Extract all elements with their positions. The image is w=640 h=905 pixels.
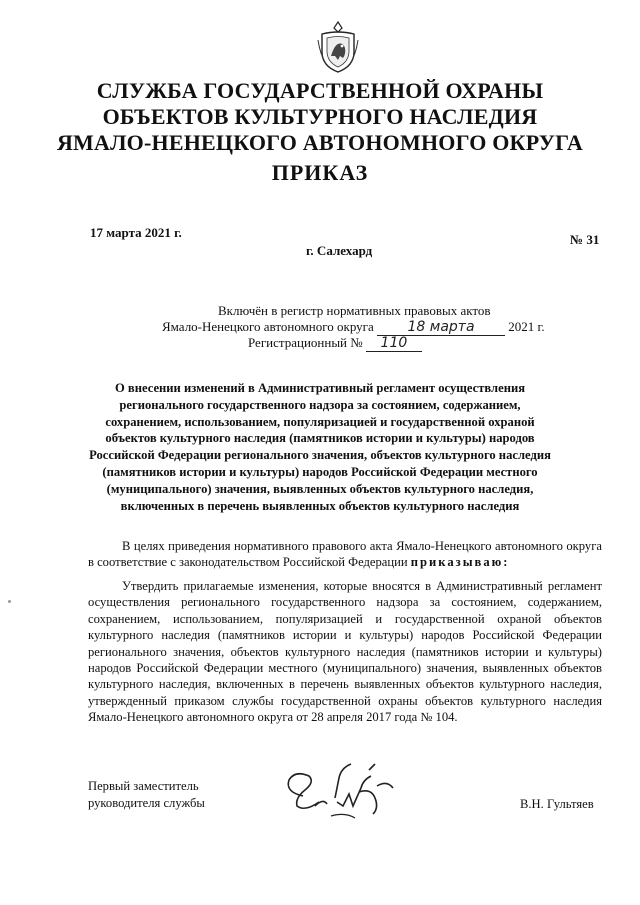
order-directive: приказываю: [410,555,510,570]
signatory-title-line-2: руководителя службы [88,796,205,810]
organization-line-1: СЛУЖБА ГОСУДАРСТВЕННОЙ ОХРАНЫ [96,78,544,103]
scan-speck [8,600,11,603]
order-number: № 31 [570,232,600,247]
body-paragraph-1 [88,538,602,571]
signatory-name: В.Н. Гультяев [520,797,594,811]
body-paragraph-2: Утвердить прилагаемые изменения, которые вносятся в Административный регламент осуществления регионального государственного надзора за состоянием, содержанием, сохранением, использованием, популяризацией и государственной охраной объектов культурного наследия (памятников истории и культуры) народов Российской Федерации регионального значения, объектов культурного наследия (памятников истории и культуры) народов Российской Федерации местного (муниципального) значения, выявленных объектов культурного наследия, включенных в перечень выявленных объектов культурного наследия, утвержденный приказом службы государственной охраны объектов культурного наследия Ямало-Ненецкого автономного округа от 28 апреля 2017 года № 104. [88,579,602,725]
registration-line-1: Включён в регистр нормативных правовых актов [218,303,491,318]
order-subject: О внесении изменений в Административный регламент осуществления регионального государственного надзора за состоянием, содержанием, сохранением, использованием, популяризацией и государственной охраной объектов культурного наследия (памятников истории и культуры) народов Российской Федерации регионального значения, объектов культурного наследия (памятников истории и культуры) народов Российской Федерации местного (муниципального) значения, выявленных объектов культурного наследия, включенных в перечень выявленных объектов культурного наследия [89,381,551,513]
body-paragraph-1-text: В целях приведения нормативного правового акта Ямало-Ненецкого автономного округа в соответствие с законодательством Российской Федерации [88,539,602,570]
registration-number-label: Регистрационный № [248,335,363,350]
registration-line-2-prefix: Ямало-Ненецкого автономного округа [162,319,374,334]
order-date: 17 марта 2021 г. [90,225,182,240]
signatory-title [88,778,205,812]
registration-line-2 [162,319,545,336]
handwritten-registration-number: 110 [366,335,422,352]
document-type-title: ПРИКАЗ [271,160,369,185]
handwritten-registration-date: 18 марта [377,319,505,336]
handwritten-signature-icon [275,758,415,838]
registration-year: 2021 г. [508,319,545,334]
order-city: г. Салехард [306,243,373,258]
signatory-title-line-1: Первый заместитель [88,779,199,793]
organization-line-2: ОБЪЕКТОВ КУЛЬТУРНОГО НАСЛЕДИЯ [102,104,538,129]
coat-of-arms-icon [316,20,360,74]
registration-line-3 [248,335,422,352]
organization-line-3: ЯМАЛО-НЕНЕЦКОГО АВТОНОМНОГО ОКРУГА [56,130,584,155]
